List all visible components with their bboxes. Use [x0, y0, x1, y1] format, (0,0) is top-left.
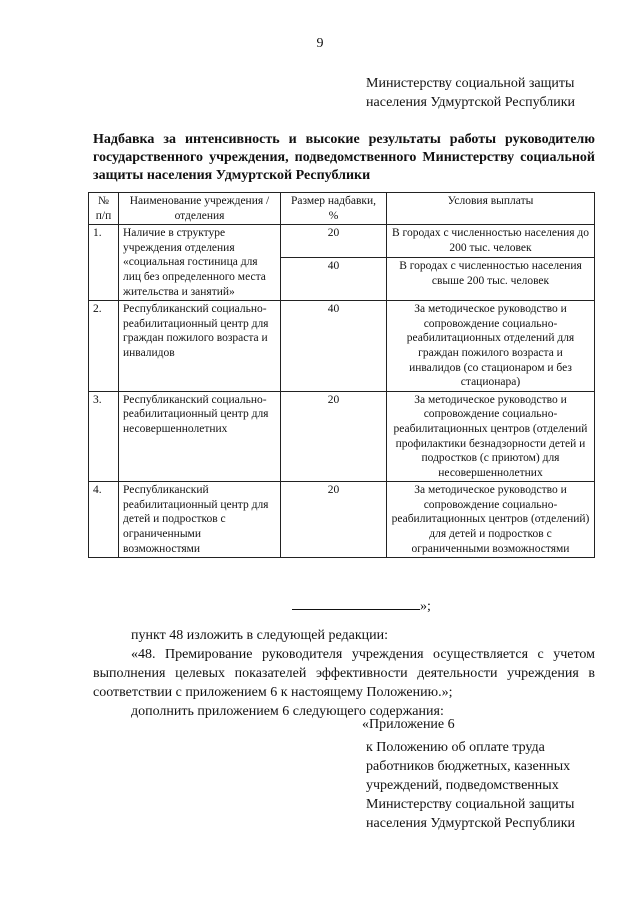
row-size: 40	[281, 258, 387, 301]
addressee-block	[366, 74, 575, 112]
table-row	[89, 225, 595, 258]
row-num: 2.	[89, 301, 119, 392]
row-size: 20	[281, 225, 387, 258]
row-conditions: За методическое руководство и сопровождение социально-реабилитационных центров (отделений профилактики безнадзорности детей и подростков (с приютом) для несовершеннолетних	[387, 391, 595, 482]
closing-line	[292, 596, 431, 615]
appendix-line: работников бюджетных, казенных	[366, 759, 571, 774]
row-conditions: За методическое руководство и сопровождение социально-реабилитационных отделений для граждан пожилого возраста и инвалидов (со стационаром и без стационара)	[387, 301, 595, 392]
header-name: Наименование учреждения / отделения	[119, 193, 281, 225]
section-heading: Надбавка за интенсивность и высокие результаты работы руководителю государственного учреждения, подведомственного Министерству социальной защиты населения Удмуртской Республики	[93, 132, 595, 183]
paragraph: пункт 48 изложить в следующей редакции:	[131, 628, 388, 643]
row-name: Республиканский социально-реабилитационный центр для граждан пожилого возраста и инвалидов	[119, 301, 281, 392]
row-conditions: За методическое руководство и сопровождение социально-реабилитационных центров (отделений) для детей и подростков с ограниченными возможностями	[387, 482, 595, 558]
appendix-line: населения Удмуртской Республики	[366, 816, 575, 831]
appendix-title: «Приложение 6	[362, 717, 455, 732]
table-row	[89, 301, 595, 392]
table-header-row	[89, 193, 595, 225]
header-conditions: Условия выплаты	[387, 193, 595, 225]
row-conditions: В городах с численностью населения до 200 тыс. человек	[387, 225, 595, 258]
table-row	[89, 482, 595, 558]
header-num: № п/п	[89, 193, 119, 225]
header-size: Размер надбавки, %	[281, 193, 387, 225]
row-num: 4.	[89, 482, 119, 558]
row-name: Республиканский социально-реабилитационный центр для несовершеннолетних	[119, 391, 281, 482]
row-num: 1.	[89, 225, 119, 301]
addressee-line: населения Удмуртской Республики	[366, 95, 575, 110]
appendix-line: учреждений, подведомственных	[366, 778, 559, 793]
row-conditions: В городах с численностью населения свыше 200 тыс. человек	[387, 258, 595, 301]
paragraph: «48. Премирование руководителя учреждения осуществляется с учетом выполнения целевых показателей эффективности деятельности учреждения в соответствии с приложением 6 к настоящему Положению.»;	[93, 647, 595, 700]
row-num: 3.	[89, 391, 119, 482]
blank-underline	[292, 596, 420, 610]
table-row	[89, 391, 595, 482]
closing-mark: »;	[420, 599, 431, 614]
allowance-table	[88, 192, 595, 558]
page-number: 9	[316, 36, 324, 51]
row-size: 20	[281, 482, 387, 558]
appendix-line: к Положению об оплате труда	[366, 740, 545, 755]
row-size: 40	[281, 301, 387, 392]
row-name: Наличие в структуре учреждения отделения «социальная гостиница для лиц без определенного места жительства и занятий»	[119, 225, 281, 301]
addressee-line: Министерству социальной защиты	[366, 76, 575, 91]
appendix-line: Министерству социальной защиты	[366, 797, 575, 812]
row-size: 20	[281, 391, 387, 482]
row-name: Республиканский реабилитационный центр для детей и подростков с ограниченными возможностями	[119, 482, 281, 558]
amendment-text	[93, 626, 595, 721]
paragraph: дополнить приложением 6 следующего содержания:	[131, 704, 444, 719]
appendix-reference	[366, 738, 575, 833]
